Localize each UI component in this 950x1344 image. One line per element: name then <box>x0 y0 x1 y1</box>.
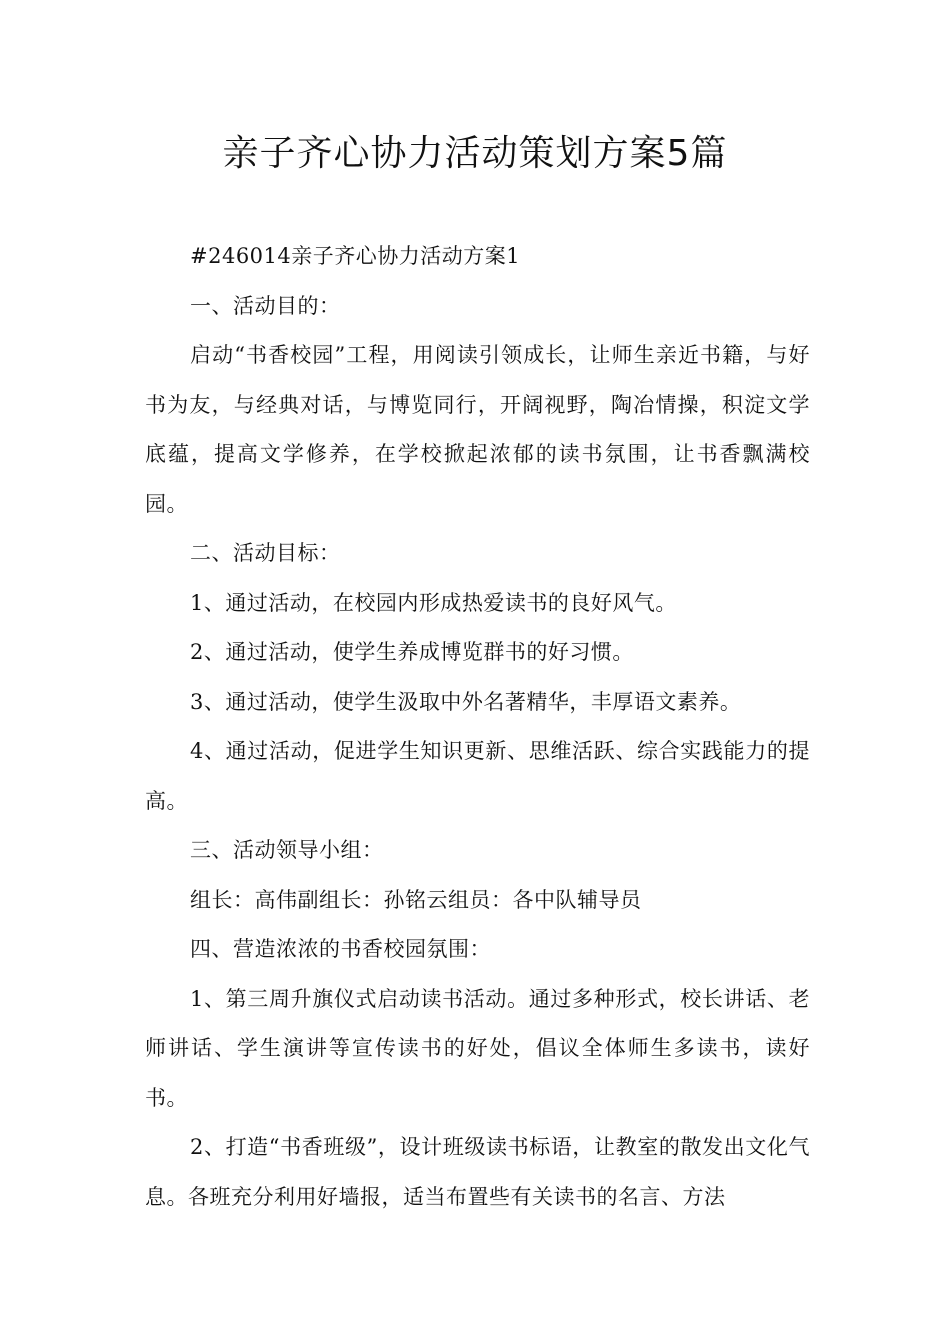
document-body <box>145 232 810 1222</box>
section-heading: #246014亲子齐心协力活动方案1 <box>190 244 521 268</box>
document-title: 亲子齐心协力活动策划方案5篇 <box>222 133 728 174</box>
goal-item-4: 4、通过活动，促进学生知识更新、思维活跃、综合实践能力的提高。 <box>145 739 810 813</box>
heading-activity-purpose: 一、活动目的： <box>190 293 341 318</box>
goal-item-3: 3、通过活动，使学生汲取中外名著精华，丰厚语文素养。 <box>190 689 742 714</box>
leadership-members: 组长：高伟副组长：孙铭云组员：各中队辅导员 <box>190 887 642 912</box>
heading-atmosphere: 四、营造浓浓的书香校园氛围： <box>190 937 491 961</box>
heading-leadership-group: 三、活动领导小组： <box>190 838 384 862</box>
atmosphere-item-2: 2、打造“书香班级”，设计班级读书标语，让教室的散发出文化气息。各班充分利用好墙报，适当布置些有关读书的名言、方法 <box>145 1135 810 1209</box>
paragraph-purpose: 启动“书香校园”工程，用阅读引领成长，让师生亲近书籍，与好书为友，与经典对话，与博览同行，开阔视野，陶冶情操，积淀文学底蕴，提高文学修养，在学校掀起浓郁的读书氛围，让书香飘满校园。 <box>145 343 810 516</box>
goal-item-2: 2、通过活动，使学生养成博览群书的好习惯。 <box>190 640 634 664</box>
atmosphere-item-1: 1、第三周升旗仪式启动读书活动。通过多种形式，校长讲话、老师讲话、学生演讲等宣传读书的好处，倡议全体师生多读书，读好书。 <box>145 986 810 1110</box>
goal-item-1: 1、通过活动，在校园内形成热爱读书的良好风气。 <box>190 590 677 615</box>
heading-activity-goals: 二、活动目标： <box>190 541 341 565</box>
